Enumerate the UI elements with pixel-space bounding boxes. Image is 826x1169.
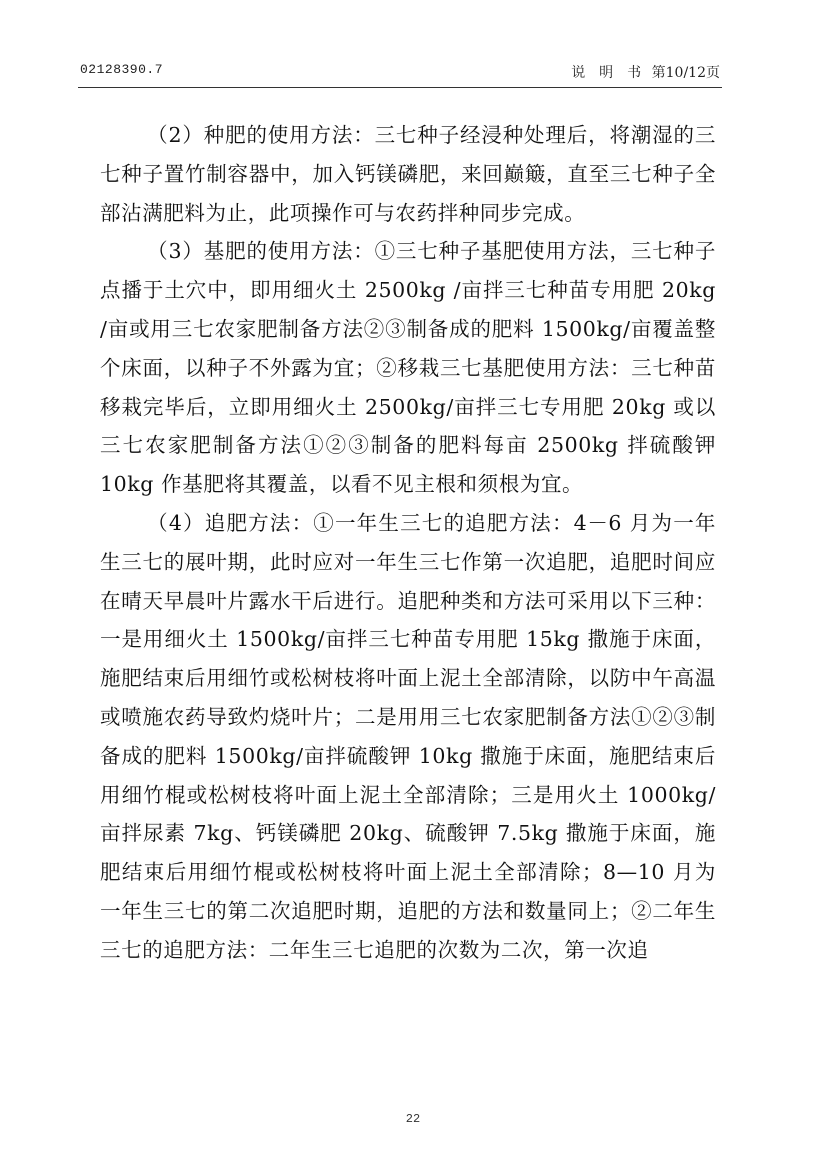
header-right: [565, 62, 720, 82]
document-type: 说 明 书: [571, 65, 642, 81]
document-number: 02128390.7: [80, 62, 164, 77]
page-header: [80, 62, 720, 82]
page-label: 第10/12页: [651, 65, 720, 81]
page-number: 22: [405, 1112, 421, 1126]
body-text: [100, 116, 716, 970]
paragraph-top-dressing: （4）追肥方法：①一年生三七的追肥方法：4－6 月为一年生三七的展叶期，此时应对一年生三七作第一次追肥，追肥时间应在晴天早晨叶片露水干后进行。追肥种类和方法可采用以下三种：一是用细火土 1500kg/亩拌三七种苗专用肥 15kg 撒施于床面，施肥结束后用细竹或松树枝将叶面上泥土全部清除，以防中午高温或喷施农药导致灼烧叶片；二是用用三七农家肥制备方法①②③制备成的肥料 1500kg/亩拌硫酸钾 10kg 撒施于床面，施肥结束后用细竹棍或松树枝将叶面上泥土全部清除；三是用火土 1000kg/亩拌尿素 7kg、钙镁磷肥 20kg、硫酸钾 7.5kg 撒施于床面，施肥结束后用细竹棍或松树枝将叶面上泥土全部清除；8—10 月为一年生三七的第二次追肥时期，追肥的方法和数量同上；②二年生三七的追肥方法：二年生三七追肥的次数为二次，第一次追: [100, 510, 716, 962]
paragraph-base-fertilizer: （3）基肥的使用方法：①三七种子基肥使用方法，三七种子点播于土穴中，即用细火土 2500kg /亩拌三七种苗专用肥 20kg /亩或用三七农家肥制备方法②③制备成的肥料 1500kg/亩覆盖整个床面，以种子不外露为宜；②移栽三七基肥使用方法：三七种苗移栽完毕后，立即用细火土 2500kg/亩拌三七专用肥 20kg 或以三七农家肥制备方法①②③制备的肥料每亩 2500kg 拌硫酸钾 10kg 作基肥将其覆盖，以看不见主根和须根为宜。: [100, 239, 716, 497]
header-rule: [78, 87, 722, 88]
paragraph-seed-fertilizer: （2）种肥的使用方法：三七种子经浸种处理后，将潮湿的三七种子置竹制容器中，加入钙镁磷肥，来回巅簸，直至三七种子全部沾满肥料为止，此项操作可与农药拌种同步完成。: [100, 123, 716, 225]
